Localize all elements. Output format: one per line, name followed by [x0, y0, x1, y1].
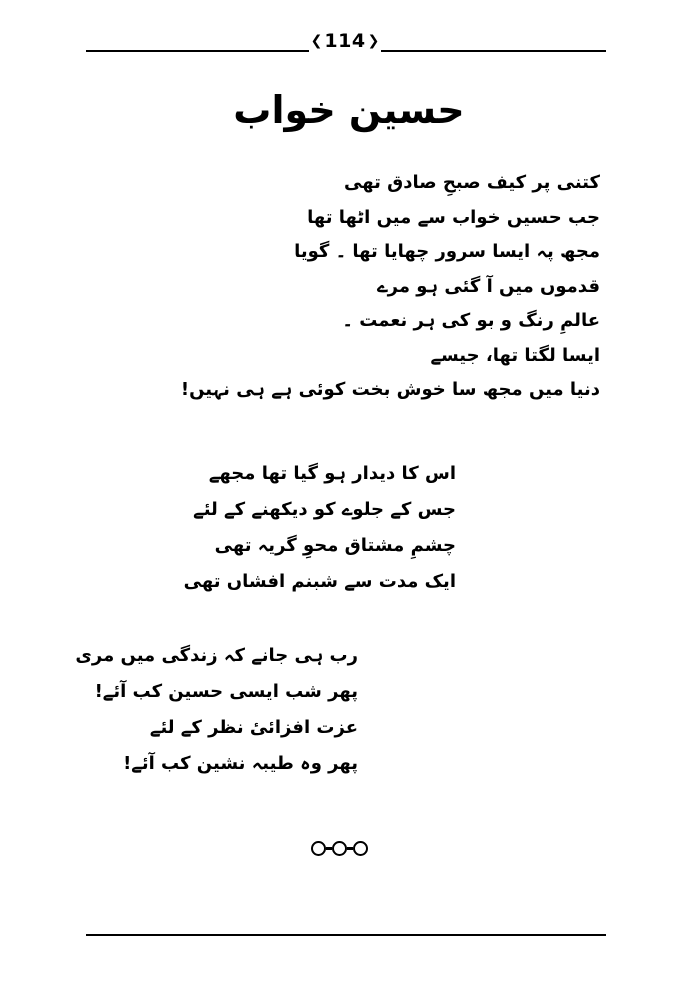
verse-line: پھر شب ایسی حسین کب آئے!: [94, 681, 358, 702]
ring-icon: [353, 841, 368, 856]
verse-line: مجھ پہ ایسا سرور چھایا تھا ۔ گویا: [294, 241, 600, 262]
poem-title: حسین خواب: [233, 88, 465, 132]
verse-line: چشمِ مشتاق محوِ گریہ تھی: [214, 535, 456, 556]
right-ornament-icon: ❯: [367, 33, 380, 49]
left-ornament-icon: ❮: [310, 33, 323, 49]
stanza-2: [136, 456, 456, 600]
ring-icon: [311, 841, 326, 856]
verse-line: کتنی پر کیف صبحِ صادق تھی: [344, 172, 600, 193]
stanza-3: [75, 638, 358, 782]
ring-icon: [332, 841, 347, 856]
verse-line: جس کے جلوے کو دیکھنے کے لئے: [193, 499, 456, 520]
verse-line: دنیا میں مجھ سا خوش بخت کوئی ہے ہی نہیں!: [180, 379, 600, 400]
end-ornament-icon: [311, 841, 368, 856]
verse-line: ایک مدت سے شبنم افشاں تھی: [183, 571, 456, 592]
stanza-1: [160, 166, 600, 408]
verse-line: عالمِ رنگ و بو کی ہر نعمت ۔: [342, 310, 600, 331]
verse-line: ایسا لگتا تھا، جیسے: [430, 344, 600, 366]
page-number: 114: [324, 30, 366, 52]
verse-line: اس کا دیدار ہو گیا تھا مجھے: [208, 463, 456, 484]
verse-line: عزت افزائیٔ نظر کے لئے: [149, 717, 358, 738]
verse-line: جب حسیں خواب سے میں اٹھا تھا: [307, 206, 600, 228]
page-number-badge: [309, 30, 381, 52]
verse-line: رب ہی جانے کہ زندگی میں مری: [75, 645, 358, 666]
verse-line: پھر وہ طیبہ نشین کب آئے!: [123, 753, 358, 774]
verse-line: قدموں میں آ گئی ہو مرے: [377, 275, 600, 297]
footer-rule: [86, 934, 606, 936]
